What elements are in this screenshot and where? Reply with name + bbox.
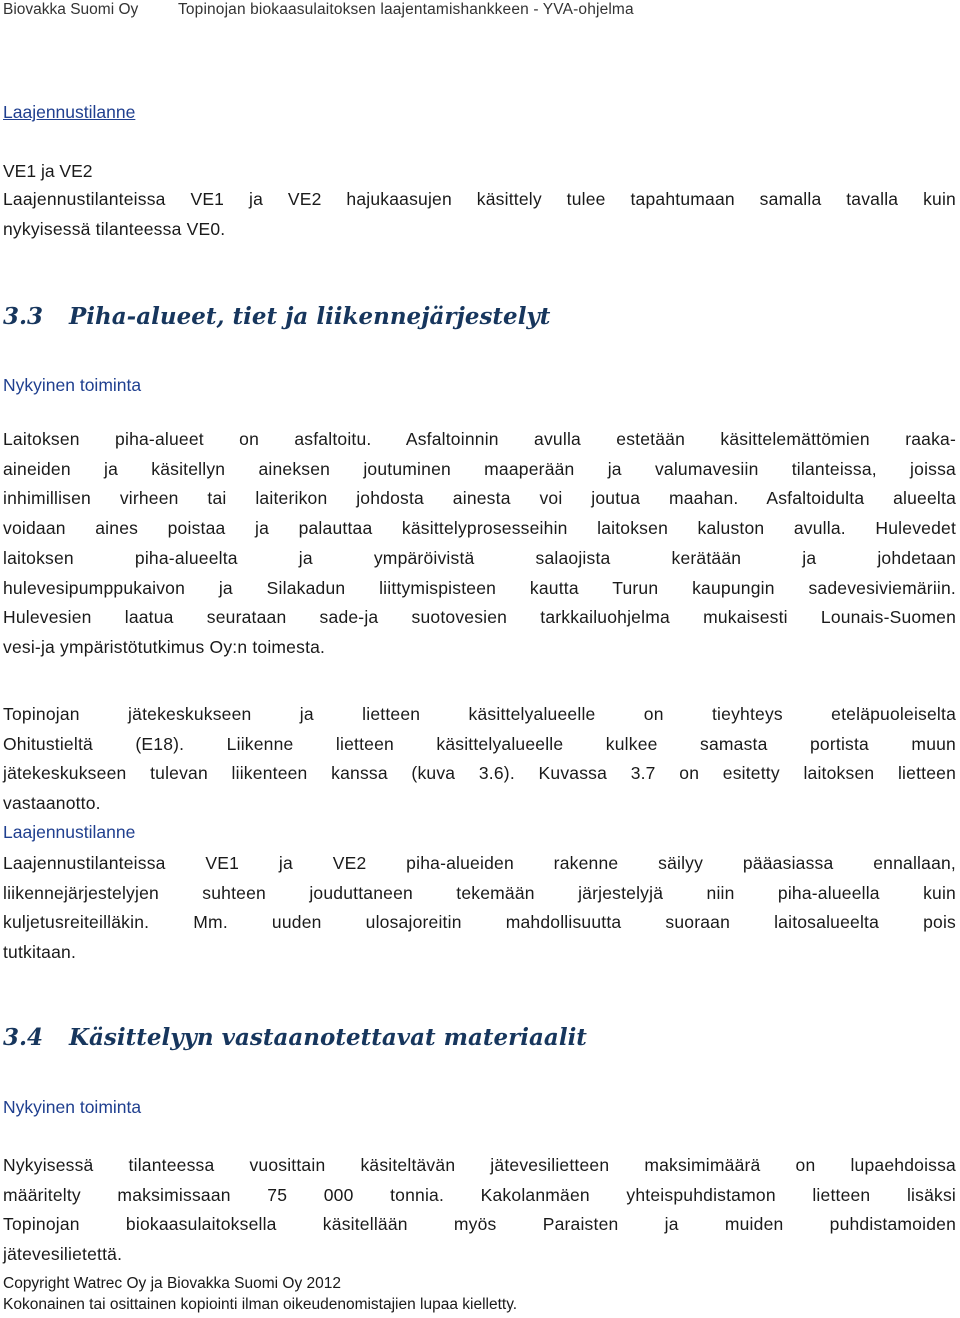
paragraph-hajukaasut <box>3 185 956 244</box>
paragraph-line: jätekeskukseen tulevan liikenteen kanssa (kuva 3.6). Kuvassa 3.7 on esitetty laitoksen lietteen <box>3 763 956 784</box>
subheading-expansion-2: Laajennustilanne <box>3 822 136 842</box>
paragraph-line: jätevesilietettä. <box>3 1244 123 1265</box>
footer-copyright: Copyright Watrec Oy ja Biovakka Suomi Oy 2012 <box>3 1275 341 1292</box>
section-number: 3.4 <box>3 1024 44 1051</box>
subheading-current-operation-2: Nykyinen toiminta <box>3 1097 142 1117</box>
footer-notice: Kokonainen tai osittainen kopiointi ilman oikeudenomistajien lupaa kielletty. <box>3 1296 518 1313</box>
paragraph-line: liikennejärjestelyjen suhteen jouduttaneen tekemään järjestelyjä niin piha-alueella kuin <box>3 882 956 903</box>
paragraph-line: vesi-ja ympäristötutkimus Oy:n toimesta. <box>3 636 326 657</box>
paragraph-line: hulevesipumppukaivon ja Silakadun liittymispisteen kautta Turun kaupungin sadevesiviemäriin. <box>3 577 956 598</box>
paragraph-line: inhimillisen virheen tai laiterikon johdosta ainesta voi joutua maahan. Asfaltoidulta alueelta <box>3 488 956 509</box>
paragraph-line: kuljetusreiteilläkin. Mm. uuden ulosajoreitin mahdollisuutta suoraan laitosalueelta pois <box>3 912 956 933</box>
paragraph-line: määritelty maksimissaan 75 000 tonnia. Kakolanmäen yhteispuhdistamon lietteen lisäksi <box>3 1184 956 1205</box>
paragraph-line: Laitoksen piha-alueet on asfaltoitu. Asfaltoinnin avulla estetään käsittelemättömien raaka- <box>3 429 956 449</box>
paragraph-line: Hulevesien laatua seurataan sade-ja suotovesien tarkkailuohjelma mukaisesti Lounais-Suomen <box>3 607 956 628</box>
paragraph-piha-alueet <box>3 425 956 663</box>
label-ve1-ve2: VE1 ja VE2 <box>3 161 93 181</box>
paragraph-line: Laajennustilanteissa VE1 ja VE2 piha-alueiden rakenne säilyy pääasiassa ennallaan, <box>3 853 956 873</box>
subheading-expansion: Laajennustilanne <box>3 102 136 122</box>
paragraph-tieyhteys <box>3 700 956 819</box>
paragraph-line: Topinojan biokaasulaitoksella käsitellään myös Paraisten ja muiden puhdistamoiden <box>3 1214 956 1235</box>
paragraph-line: voidaan aines poistaa ja palauttaa käsittelyprosesseihin laitoksen kaluston avulla. Hulevedet <box>3 518 956 539</box>
header-document-title: Topinojan biokaasulaitoksen laajentamishankkeen - YVA-ohjelma <box>178 1 634 18</box>
section-heading-3-3 <box>3 303 550 330</box>
paragraph-line: nykyisessä tilanteessa VE0. <box>3 218 226 239</box>
section-number: 3.3 <box>3 303 44 330</box>
paragraph-lietemaara <box>3 1151 956 1270</box>
paragraph-line: aineiden ja käsitellyn aineksen joutuminen maaperään ja valumavesiin tilanteissa, joissa <box>3 458 956 479</box>
paragraph-line: Nykyisessä tilanteessa vuosittain käsiteltävän jätevesilietteen maksimimäärä on lupaehdoissa <box>3 1155 956 1175</box>
paragraph-line: Topinojan jätekeskukseen ja lietteen käsittelyalueelle on tieyhteys eteläpuoleiselta <box>3 704 956 724</box>
section-title: Käsittelyyn vastaanotettavat materiaalit <box>69 1024 587 1051</box>
page-header <box>0 0 960 24</box>
paragraph-line: tutkitaan. <box>3 942 77 963</box>
paragraph-line: Ohitustieltä (E18). Liikenne lietteen käsittelyalueelle kulkee samasta portista muun <box>3 733 956 754</box>
paragraph-line: vastaanotto. <box>3 793 101 814</box>
paragraph-laajennus-piha <box>3 849 956 968</box>
subheading-current-operation: Nykyinen toiminta <box>3 375 142 395</box>
paragraph-line: Laajennustilanteissa VE1 ja VE2 hajukaasujen käsittely tulee tapahtumaan samalla tavalla kuin <box>3 189 956 209</box>
section-heading-3-4 <box>3 1024 587 1051</box>
header-company: Biovakka Suomi Oy <box>3 1 139 18</box>
section-title: Piha-alueet, tiet ja liikennejärjestelyt <box>69 303 551 330</box>
paragraph-line: laitoksen piha-alueelta ja ympäröivistä salaojista kerätään ja johdetaan <box>3 547 956 568</box>
